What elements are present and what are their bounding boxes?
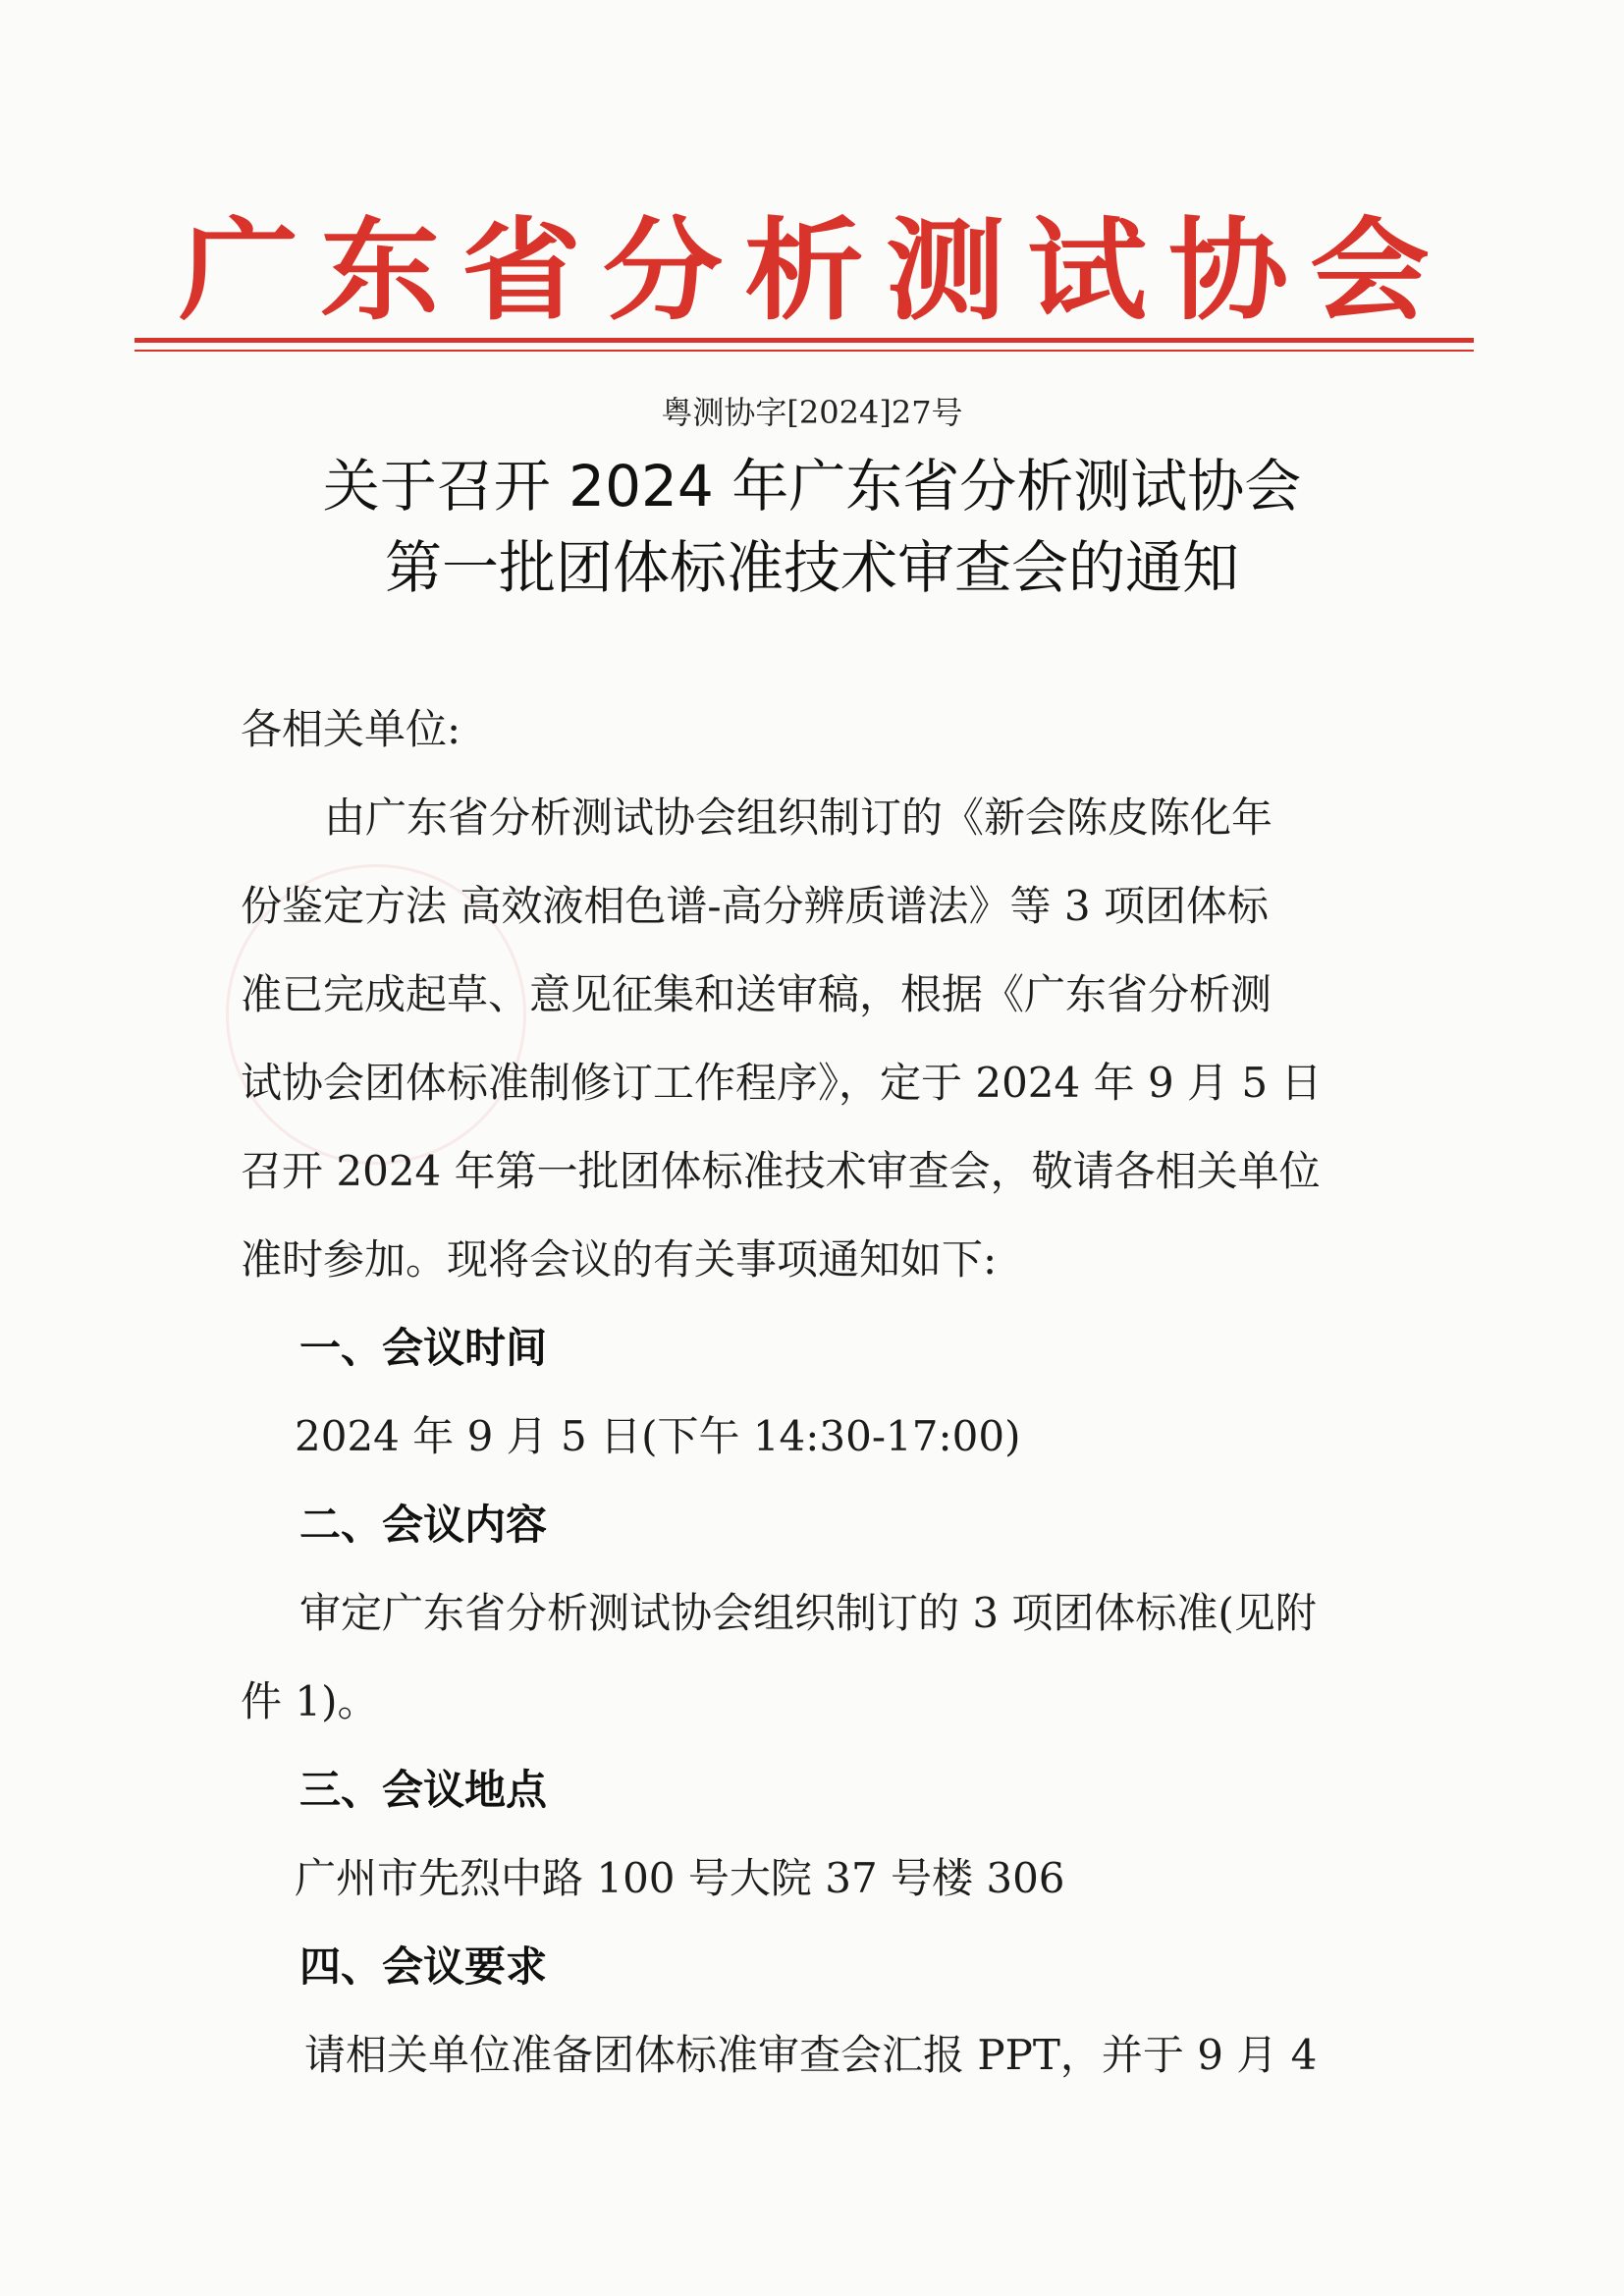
letterhead-red-rule-thin — [135, 350, 1474, 352]
section-heading-location: 三、会议地点 — [299, 1766, 548, 1814]
intro-line: 准时参加。现将会议的有关事项通知如下: — [241, 1235, 998, 1284]
organization-letterhead: 广东省分析测试协会 — [179, 204, 1451, 336]
section-heading-time: 一、会议时间 — [299, 1324, 548, 1372]
notice-title-line-2: 第一批团体标准技术审查会的通知 — [384, 534, 1239, 601]
section-text-content: 件 1)。 — [241, 1677, 379, 1725]
section-text-requirements: 请相关单位准备团体标准审查会汇报 PPT，并于 9 月 4 — [304, 2031, 1318, 2079]
section-text-time: 2024 年 9 月 5 日(下午 14:30-17:00) — [295, 1412, 1021, 1460]
intro-line: 份鉴定方法 高效液相色谱-高分辨质谱法》等 3 项团体标 — [241, 882, 1269, 930]
letterhead-red-rule — [135, 338, 1474, 343]
section-text-location: 广州市先烈中路 100 号大院 37 号楼 306 — [295, 1854, 1065, 1902]
section-heading-content: 二、会议内容 — [299, 1501, 548, 1549]
section-text-content: 审定广东省分析测试协会组织制订的 3 项团体标准(见附 — [299, 1589, 1317, 1637]
intro-line: 召开 2024 年第一批团体标准技术审查会，敬请各相关单位 — [241, 1147, 1321, 1195]
intro-line: 试协会团体标准制修订工作程序》，定于 2024 年 9 月 5 日 — [241, 1059, 1323, 1107]
intro-line: 由广东省分析测试协会组织制订的《新会陈皮陈化年 — [324, 793, 1273, 842]
section-heading-requirements: 四、会议要求 — [299, 1942, 548, 1991]
intro-line: 准已完成起草、意见征集和送审稿，根据《广东省分析测 — [241, 970, 1272, 1018]
salutation: 各相关单位: — [241, 705, 461, 753]
document-number: 粤测协字[2024]27号 — [661, 394, 963, 431]
notice-title-line-1: 关于召开 2024 年广东省分析测试协会 — [322, 453, 1302, 519]
